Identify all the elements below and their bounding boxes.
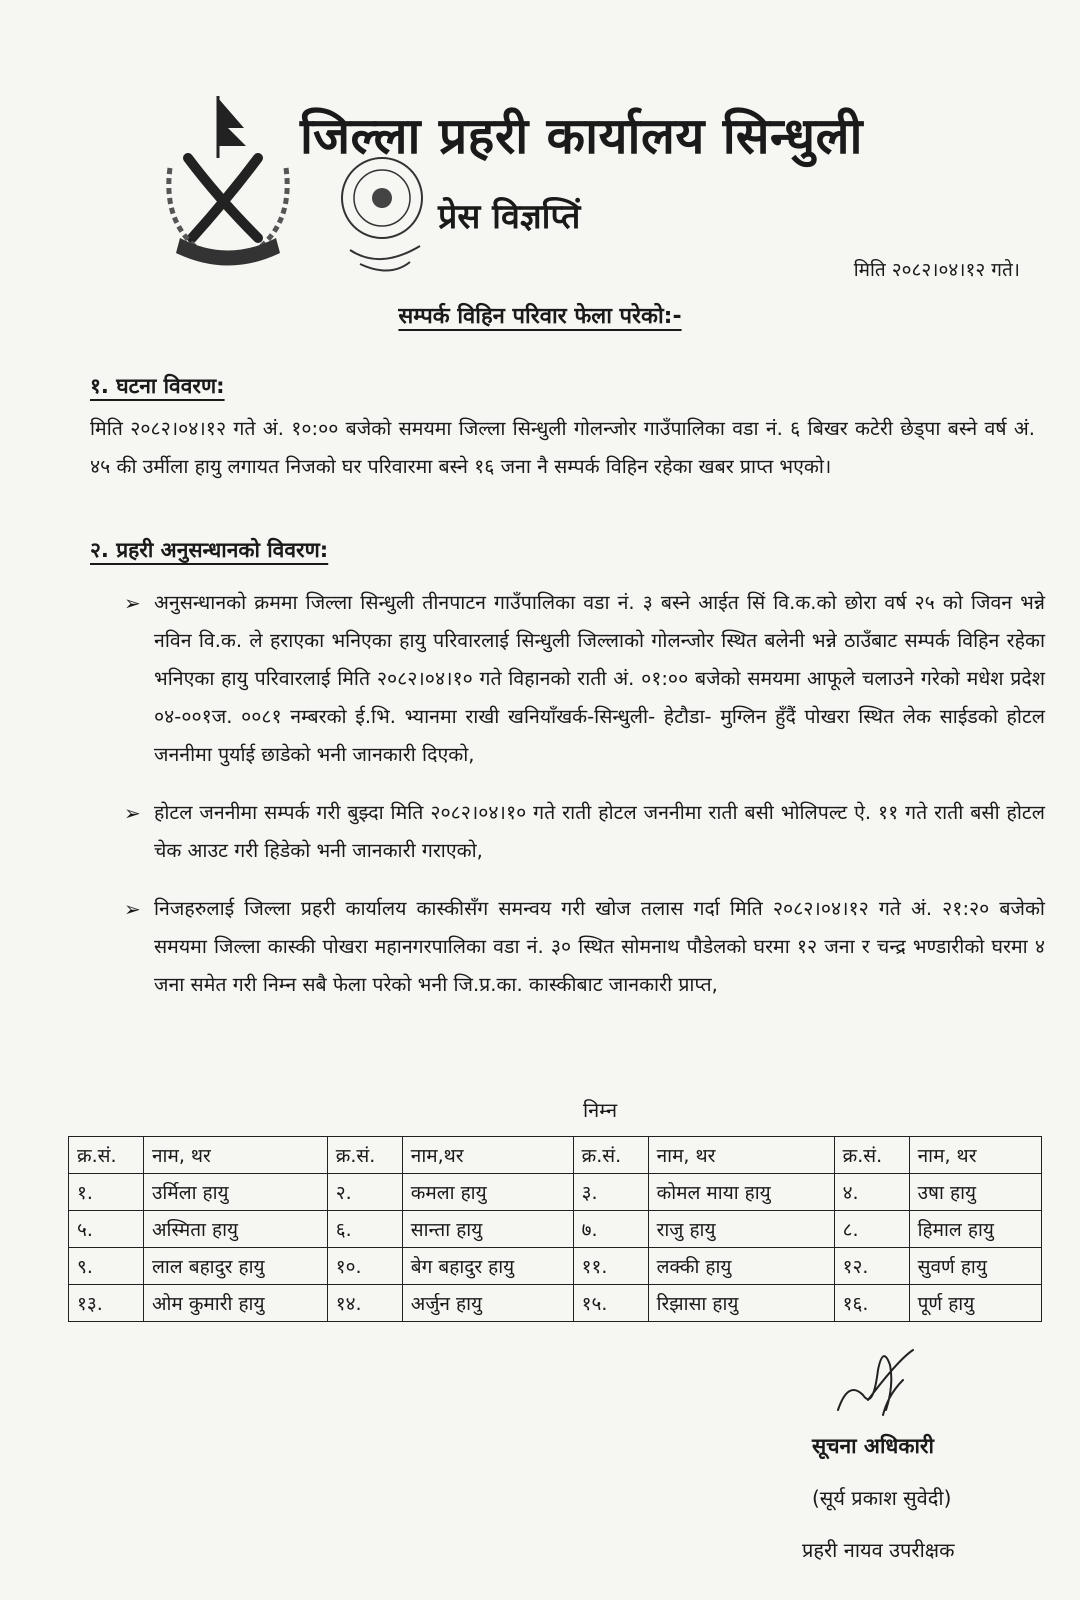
table-cell: २. (327, 1174, 402, 1211)
signatory-rank: प्रहरी नायव उपरीक्षक (802, 1538, 955, 1562)
subject-text: सम्पर्क विहिन परिवार फेला परेको:- (398, 304, 682, 329)
table-cell: ६. (327, 1211, 402, 1248)
table-row (69, 1248, 1042, 1285)
table-cell: ४. (834, 1174, 909, 1211)
found-persons-table (68, 1136, 1042, 1322)
table-cell: १. (69, 1174, 144, 1211)
bullet-item (120, 890, 1045, 1004)
table-row (69, 1211, 1042, 1248)
table-cell: बेग बहादुर हायु (402, 1248, 573, 1285)
table-cell: ८. (834, 1211, 909, 1248)
section-2-heading: २. प्रहरी अनुसन्धानको विवरण: (90, 538, 329, 562)
table-row (69, 1174, 1042, 1211)
table-cell: ओम कुमारी हायु (144, 1285, 328, 1322)
table-cell: ५. (69, 1211, 144, 1248)
column-header: क्र.सं. (573, 1137, 648, 1174)
table-cell: सुवर्ण हायु (909, 1248, 1041, 1285)
section-1-body: मिति २०८२।०४।१२ गते अं. १०:०० बजेको समयमा जिल्ला सिन्धुली गोलन्जोर गाउँपालिका वडा नं. ६ बिखर कटेरी छेड्पा बस्ने वर्ष अं. ४५ की उर्मीला हायु लगायत निजको घर परिवारमा बस्ने १६ जना नै सम्पर्क विहिन रहेका खबर प्राप्त भएको। (90, 417, 1035, 478)
table-cell: रिझासा हायु (648, 1285, 834, 1322)
arrow-bullet-icon: ➢ (124, 897, 141, 921)
table-cell: कमला हायु (402, 1174, 573, 1211)
table-cell: १३. (69, 1285, 144, 1322)
table-cell: लाल बहादुर हायु (144, 1248, 328, 1285)
table-cell: सान्ता हायु (402, 1211, 573, 1248)
table-cell: ९. (69, 1248, 144, 1285)
table-cell: कोमल माया हायु (648, 1174, 834, 1211)
table-cell: हिमाल हायु (909, 1211, 1041, 1248)
column-header: क्र.सं. (69, 1137, 144, 1174)
column-header: नाम, थर (648, 1137, 834, 1174)
table-cell: १५. (573, 1285, 648, 1322)
document-type: प्रेस विज्ञप्तिं (438, 197, 581, 237)
table-cell: अस्मिता हायु (144, 1211, 328, 1248)
table-cell: १४. (327, 1285, 402, 1322)
table-header-row (69, 1137, 1042, 1174)
arrow-bullet-icon: ➢ (124, 801, 141, 825)
section-1-heading: १. घटना विवरण: (90, 374, 225, 398)
table-cell: १०. (327, 1248, 402, 1285)
table-caption: निम्न (582, 1098, 618, 1122)
table-cell: ११. (573, 1248, 648, 1285)
bullet-item (120, 794, 1045, 870)
bullet-text: होटल जननीमा सम्पर्क गरी बुझ्दा मिति २०८२।०४।१० गते राती होटल जननीमा राती बसी भोलिपल्ट ऐ. ११ गते राती बसी होटल चेक आउट गरी हिडेको भनी जानकारी गराएको, (154, 801, 1045, 862)
signatory-name: (सूर्य प्रकाश सुवेदी) (812, 1486, 952, 1510)
bullet-item (120, 584, 1045, 774)
office-stamp-icon (330, 150, 435, 280)
table-cell: १२. (834, 1248, 909, 1285)
table-cell: राजु हायु (648, 1211, 834, 1248)
column-header: नाम,थर (402, 1137, 573, 1174)
nepal-police-emblem-icon (158, 88, 298, 268)
table-cell: उर्मिला हायु (144, 1174, 328, 1211)
investigation-bullets (120, 584, 1045, 1024)
table-cell: अर्जुन हायु (402, 1285, 573, 1322)
issue-date: मिति २०८२।०४।१२ गते। (853, 259, 1020, 281)
column-header: क्र.सं. (834, 1137, 909, 1174)
table-cell: उषा हायु (909, 1174, 1041, 1211)
table-cell: ७. (573, 1211, 648, 1248)
table-cell: लक्की हायु (648, 1248, 834, 1285)
column-header: क्र.सं. (327, 1137, 402, 1174)
table-cell: ३. (573, 1174, 648, 1211)
column-header: नाम, थर (144, 1137, 328, 1174)
handwritten-signature-icon (828, 1340, 918, 1430)
signatory-title: सूचना अधिकारी (812, 1434, 934, 1458)
column-header: नाम, थर (909, 1137, 1041, 1174)
table-cell: पूर्ण हायु (909, 1285, 1041, 1322)
arrow-bullet-icon: ➢ (124, 591, 141, 615)
bullet-text: निजहरुलाई जिल्ला प्रहरी कार्यालय कास्कीसँग समन्वय गरी खोज तलास गर्दा मिति २०८२।०४।१२ गते अं. २१:२० बजेको समयमा जिल्ला कास्की पोखरा महानगरपालिका वडा नं. ३० स्थित सोमनाथ पौडेलको घरमा १२ जना र चन्द्र भण्डारीको घरमा ४ जना समेत गरी निम्न सबै फेला परेको भनी जि.प्र.का. कास्कीबाट जानकारी प्राप्त, (154, 897, 1045, 996)
subject-heading (0, 300, 1080, 330)
table-cell: १६. (834, 1285, 909, 1322)
bullet-text: अनुसन्धानको क्रममा जिल्ला सिन्धुली तीनपाटन गाउँपालिका वडा नं. ३ बस्ने आईत सिं वि.क.को छोरा वर्ष २५ को जिवन भन्ने नविन वि.क. ले हराएका भनिएका हायु परिवारलाई सिन्धुली जिल्लाको गोलन्जोर स्थित बलेनी भन्ने ठाउँबाट सम्पर्क विहिन रहेका भनिएका हायु परिवारलाई मिति २०८२।०४।१० गते विहानको राती अं. ०१:०० बजेको समयमा आफूले चलाउने गरेको मधेश प्रदेश ०४-००१ज. ००८१ नम्बरको ई.भि. भ्यानमा राखी खनियाँखर्क-सिन्धुली- हेटौडा- मुग्लिन हुँदैं पोखरा स्थित लेक साईडको होटल जननीमा पुर्याई छाडेको भनी जानकारी दिएको, (154, 591, 1045, 766)
office-title: जिल्ला प्रहरी कार्यालय सिन्धुली (300, 107, 863, 165)
table-row (69, 1285, 1042, 1322)
